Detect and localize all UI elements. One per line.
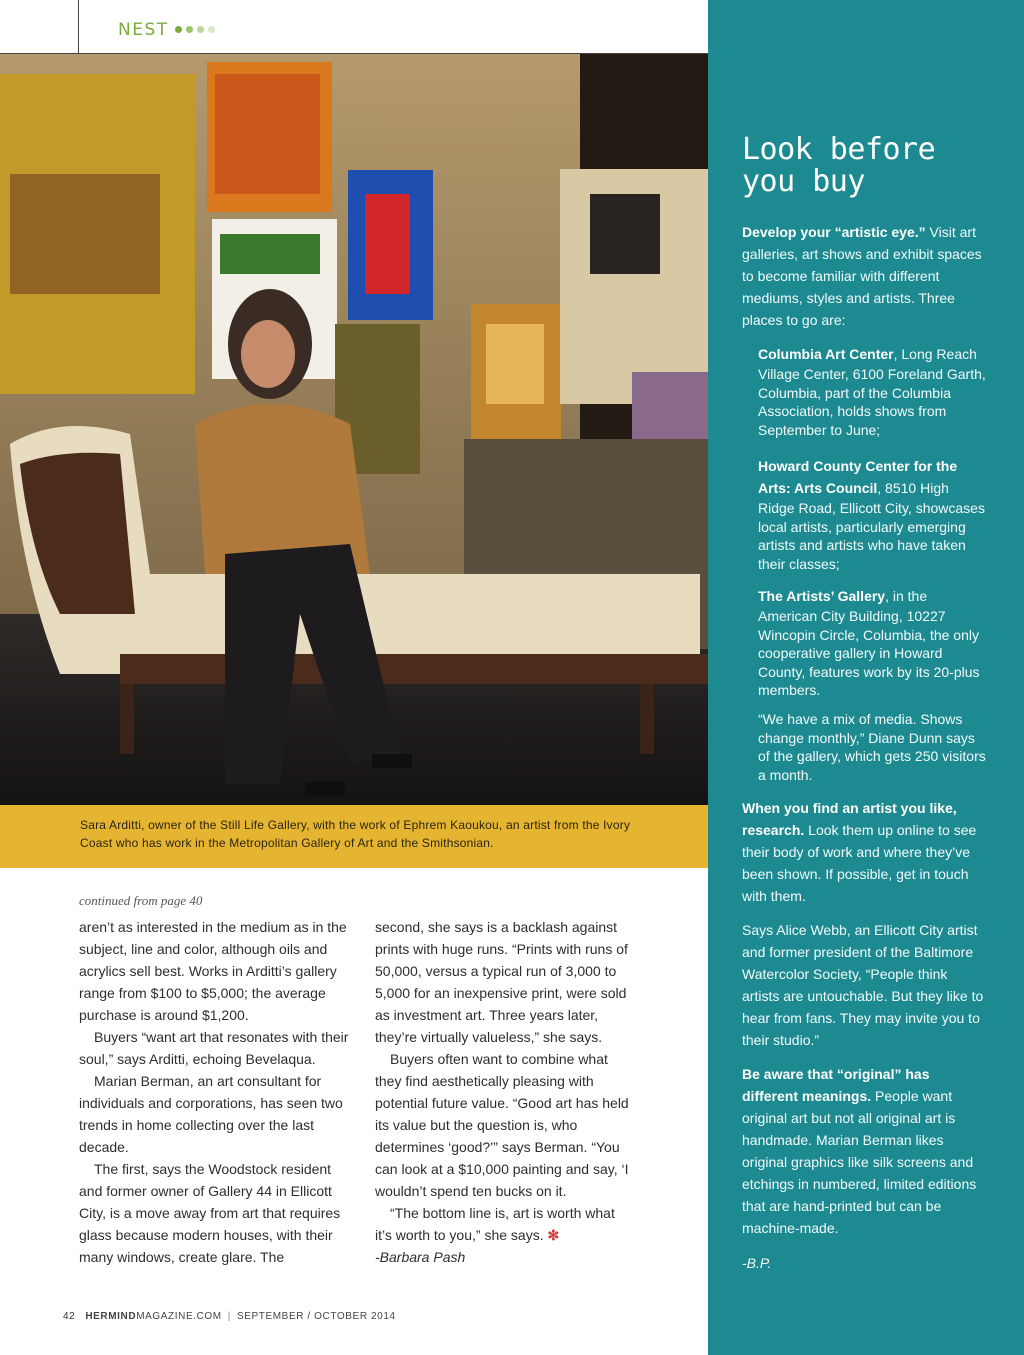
gallery-quote: “We have a mix of media. Shows change monthly,” Diane Dunn says of the gallery, which gets 250 visitors a month. <box>758 711 986 783</box>
page-number: 42 <box>63 1311 76 1322</box>
article-column-1 <box>79 916 354 1268</box>
sidebar-title-line: you buy <box>742 164 865 199</box>
footer-site-bold: HERMIND <box>85 1311 137 1322</box>
article-paragraph: The first, says the Woodstock resident and former owner of Gallery 44 in Ellicott City, is a move away from art that requires glass because modern houses, with their many windows, create glare. The <box>79 1161 341 1265</box>
end-mark-icon: ✻ <box>547 1227 560 1243</box>
section-dots <box>175 26 215 33</box>
section-dot <box>208 26 215 33</box>
section-dot <box>186 26 193 33</box>
sidebar-title <box>742 134 935 198</box>
article-paragraph: Marian Berman, an art consultant for individuals and corporations, has seen two trends in home collecting over the last decade. <box>79 1073 343 1155</box>
sidebar-tip <box>742 797 982 907</box>
sidebar-quote: Says Alice Webb, an Ellicott City artist and former president of the Baltimore Watercolor Society, “People think artists are untouchable. But they like to hear from fans. They may invite you to their studio.” <box>742 922 984 1048</box>
sidebar-place-item <box>758 455 988 573</box>
photo-caption: Sara Arditti, owner of the Still Life Gallery, with the work of Ephrem Kaoukou, an artist from the Ivory Coast who has work in the Metropolitan Gallery of Art and the Smithsonian. <box>80 818 631 850</box>
sidebar-title-line: Look before <box>742 132 936 167</box>
place-details: , in the American City Building, 10227 Wincopin Circle, Columbia, the only cooperative gallery in Howard County, features work by its 20-plus members. <box>758 588 980 698</box>
article-paragraph: Buyers often want to combine what they find aesthetically pleasing with potential future value. “Good art has held its value but the question is, who determines ‘good?’” says Berman. “You can look at a $10,000 painting and say, ‘I wouldn’t spend ten bucks on it. <box>375 1051 629 1199</box>
section-label: NEST <box>118 20 169 40</box>
place-name: Howard County Center for the Arts: Arts Council <box>758 458 958 496</box>
place-details: , Long Reach Village Center, 6100 Foreland Garth, Columbia, part of the Columbia Association, holds shows from September to June; <box>758 346 986 438</box>
article-paragraph: aren’t as interested in the medium as in the subject, line and color, although oils and acrylics sell best. Works in Arditti’s gallery range from $100 to $5,000; the average purchase is around $1,200. <box>79 919 347 1023</box>
article-paragraph: Buyers “want art that resonates with their soul,” says Arditti, echoing Bevelaqua. <box>79 1029 349 1067</box>
sidebar-tip <box>742 1063 982 1239</box>
sidebar-signature: -B.P. <box>742 1255 772 1271</box>
sidebar-place-item <box>758 343 988 439</box>
article-paragraph: second, she says is a backlash against prints with huge runs. “Prints with runs of 50,000, versus a typical run of 3,000 to 5,000 for an inexpensive print, were sold as investment art. Three years later, they’re virtually valueless,” she says. <box>375 919 628 1045</box>
header-rule <box>78 0 79 54</box>
footer-separator: | <box>227 1311 231 1322</box>
sidebar-tip-text: Look them up online to see their body of work and where they’ve been shown. If possible, get in touch with them. <box>742 822 977 904</box>
place-details: , 8510 High Ridge Road, Ellicott City, showcases local artists, particularly emerging artists and artists who have taken their classes; <box>758 480 985 572</box>
sidebar-tip-heading: Develop your “artistic eye.” <box>742 224 926 240</box>
sidebar-tip-heading: Be aware that “original” has different meanings. <box>742 1066 930 1104</box>
sidebar-tip-text: Visit art galleries, art shows and exhibit spaces to become familiar with different mediums, styles and artists. Three places to go are: <box>742 224 982 328</box>
footer-issue: SEPTEMBER / OCTOBER 2014 <box>236 1311 396 1322</box>
article-closing-text: “The bottom line is, art is worth what it’s worth to you,” she says. <box>375 1205 615 1243</box>
section-dot <box>175 26 182 33</box>
place-name: Columbia Art Center <box>758 346 894 362</box>
continued-note: continued from page 40 <box>79 893 203 908</box>
gallery-photo-illustration <box>0 54 708 805</box>
gallery-photo <box>0 54 708 805</box>
article-byline: -Barbara Pash <box>375 1249 466 1265</box>
article-column-2 <box>375 916 630 1268</box>
article-paragraph <box>375 1202 630 1246</box>
place-name: The Artists’ Gallery <box>758 588 886 604</box>
sidebar-intro <box>742 221 982 331</box>
section-dot <box>197 26 204 33</box>
page-footer <box>63 1311 396 1322</box>
sidebar-place-item <box>758 585 988 700</box>
footer-site-rest: MAGAZINE.COM <box>136 1311 222 1322</box>
sidebar-tip-text: People want original art but not all original art is handmade. Marian Berman likes original graphics like silk screens and etchings in numbered, limited editions that are hand-printed but can be machine-made. <box>742 1088 977 1236</box>
sidebar-tip-heading: When you find an artist you like, research. <box>742 800 957 838</box>
